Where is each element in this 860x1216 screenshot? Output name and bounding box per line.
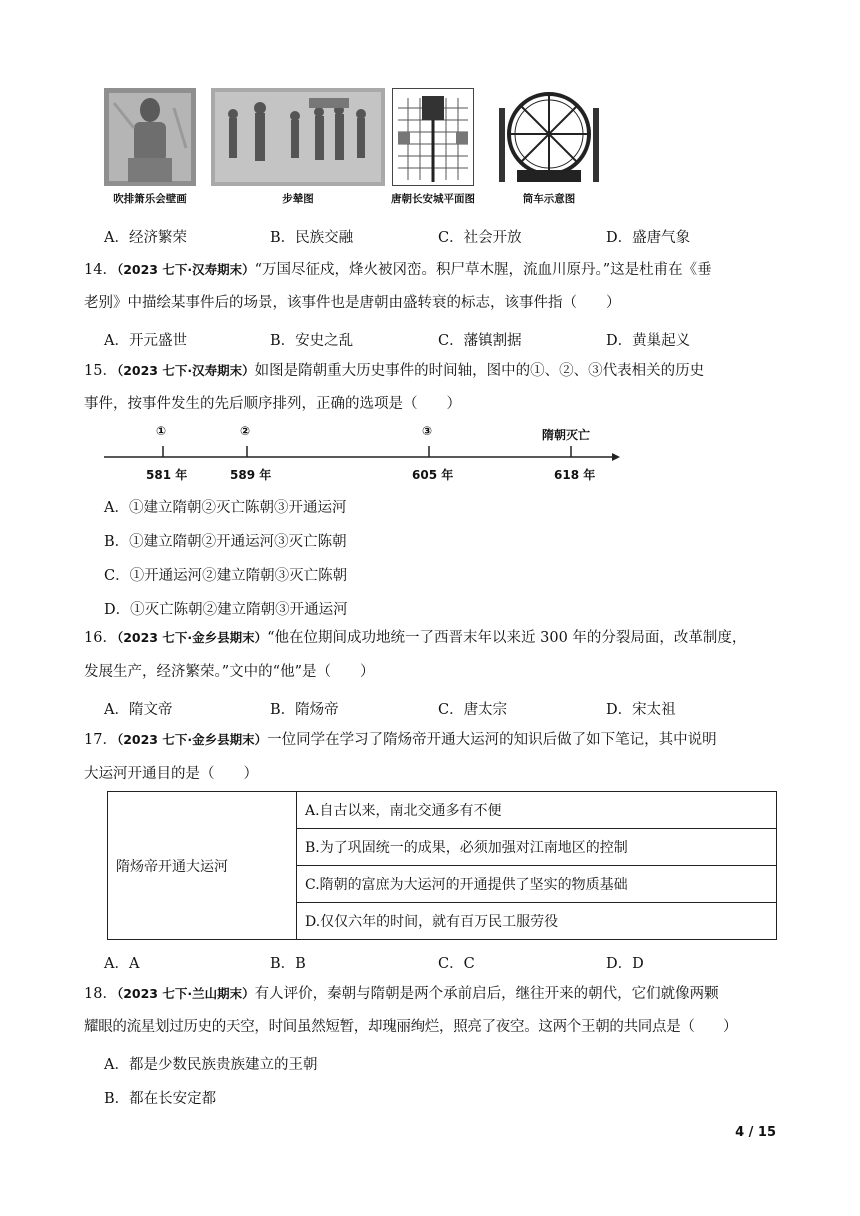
mural-image xyxy=(104,88,196,186)
q15-option-a[interactable]: A．①建立隋朝②灭亡陈朝③开通运河 xyxy=(104,500,347,516)
year-589: 589 年 xyxy=(230,468,272,482)
q17-text1: 一位同学在学习了隋炀帝开通大运河的知识后做了如下笔记，其中说明 xyxy=(267,732,717,748)
q18-text1: 有人评价，秦朝与隋朝是两个承前启后，继往开来的朝代，它们就像两颗 xyxy=(254,986,719,1002)
q14-stem-line2: 老别》中描绘某事件后的场景，该事件也是唐朝由盛转衰的标志，该事件指（ ） xyxy=(84,295,621,311)
sui-timeline xyxy=(104,424,624,488)
q14-option-a[interactable]: A．开元盛世 xyxy=(104,333,187,349)
marker-1: ① xyxy=(156,424,167,438)
q16-source: （2023 七下·金乡县期末） xyxy=(116,630,268,645)
q16-option-c[interactable]: C．唐太宗 xyxy=(438,702,508,718)
caption-bunian: 步辇图 xyxy=(282,193,314,205)
q15-stem-line1 xyxy=(84,363,776,380)
q15-source: （2023 七下·汉寿期末） xyxy=(116,363,255,378)
q13-option-a[interactable]: A．经济繁荣 xyxy=(104,230,187,246)
q14-number: 14． xyxy=(84,262,117,278)
year-581: 581 年 xyxy=(146,468,188,482)
q16-option-b[interactable]: B．隋炀帝 xyxy=(270,702,339,718)
page-number: 4 / 15 xyxy=(735,1125,776,1140)
q14-option-d[interactable]: D．黄巢起义 xyxy=(606,333,691,349)
q15-text1: 如图是隋朝重大历史事件的时间轴，图中的①、②、③代表相关的历史 xyxy=(254,363,705,379)
q18-option-b[interactable]: B．都在长安定都 xyxy=(104,1091,217,1107)
q13-option-c[interactable]: C．社会开放 xyxy=(438,230,522,246)
year-605: 605 年 xyxy=(412,468,454,482)
q18-source: （2023 七下·兰山期末） xyxy=(116,986,255,1001)
q15-option-c[interactable]: C．①开通运河②建立隋朝③灭亡陈朝 xyxy=(104,568,348,584)
q16-option-a[interactable]: A．隋文帝 xyxy=(104,702,173,718)
q18-option-a[interactable]: A．都是少数民族贵族建立的王朝 xyxy=(104,1057,318,1073)
marker-3: ③ xyxy=(422,424,433,438)
table-left-cell: 隋炀帝开通大运河 xyxy=(108,792,297,940)
q14-option-c[interactable]: C．藩镇割据 xyxy=(438,333,522,349)
q18-stem-line1 xyxy=(84,986,776,1003)
buniantu-image xyxy=(211,88,385,186)
q17-option-a[interactable]: A．A xyxy=(104,956,140,972)
q16-option-d[interactable]: D．宋太祖 xyxy=(606,702,676,718)
year-618: 618 年 xyxy=(554,468,596,482)
q17-source: （2023 七下·金乡县期末） xyxy=(116,732,268,747)
marker-sui-fall: 隋朝灭亡 xyxy=(542,428,591,442)
q16-text1: “他在位期间成功地统一了西晋末年以来近 300 年的分裂局面，改革制度， xyxy=(267,630,747,646)
q14-source: （2023 七下·汉寿期末） xyxy=(116,262,255,277)
table-cell-a: A.自古以来，南北交通多有不便 xyxy=(297,792,777,829)
q15-option-d[interactable]: D．①灭亡陈朝②建立隋朝③开通运河 xyxy=(104,602,348,618)
marker-2: ② xyxy=(240,424,251,438)
q17-option-b[interactable]: B．B xyxy=(270,956,306,972)
q14-stem-line1 xyxy=(84,262,776,279)
q14-text1: “万国尽征戍，烽火被冈峦。积尸草木腥，流血川原丹。”这是杜甫在《垂 xyxy=(254,262,712,278)
q17-stem-line2: 大运河开通目的是（ ） xyxy=(84,766,258,782)
caption-changan: 唐朝长安城平面图 xyxy=(391,193,475,205)
q16-stem-line1 xyxy=(84,630,776,647)
q15-option-b[interactable]: B．①建立隋朝②开通运河③灭亡陈朝 xyxy=(104,534,347,550)
q15-number: 15． xyxy=(84,363,117,379)
q16-number: 16． xyxy=(84,630,117,646)
timeline-arrow xyxy=(612,453,620,461)
table-row xyxy=(108,792,777,829)
q17-option-d[interactable]: D．D xyxy=(606,956,644,972)
q13-option-d[interactable]: D．盛唐气象 xyxy=(606,230,691,246)
q17-number: 17． xyxy=(84,732,117,748)
caption-waterwheel: 筒车示意图 xyxy=(522,193,576,205)
q16-stem-line2: 发展生产，经济繁荣。”文中的“他”是（ ） xyxy=(84,664,375,680)
q13-option-b[interactable]: B．民族交融 xyxy=(270,230,354,246)
caption-mural: 吹排箫乐会壁画 xyxy=(113,193,187,205)
waterwheel-image xyxy=(497,88,601,186)
q18-stem-line2: 耀眼的流星划过历史的天空，时间虽然短暂，却瑰丽绚烂，照亮了夜空。这两个王朝的共同点是（ ） xyxy=(84,1019,738,1035)
q17-notes-table xyxy=(107,791,777,940)
q17-option-c[interactable]: C．C xyxy=(438,956,475,972)
table-cell-d: D.仅仅六年的时间，就有百万民工服劳役 xyxy=(297,903,777,940)
table-cell-c: C.隋朝的富庶为大运河的开通提供了坚实的物质基础 xyxy=(297,866,777,903)
changan-map-image xyxy=(392,88,474,186)
q18-number: 18． xyxy=(84,986,117,1002)
q14-option-b[interactable]: B．安史之乱 xyxy=(270,333,354,349)
q13-image-row xyxy=(104,88,604,213)
q17-stem-line1 xyxy=(84,732,776,749)
q15-stem-line2: 事件，按事件发生的先后顺序排列，正确的选项是（ ） xyxy=(84,396,461,412)
table-cell-b: B.为了巩固统一的成果，必须加强对江南地区的控制 xyxy=(297,829,777,866)
